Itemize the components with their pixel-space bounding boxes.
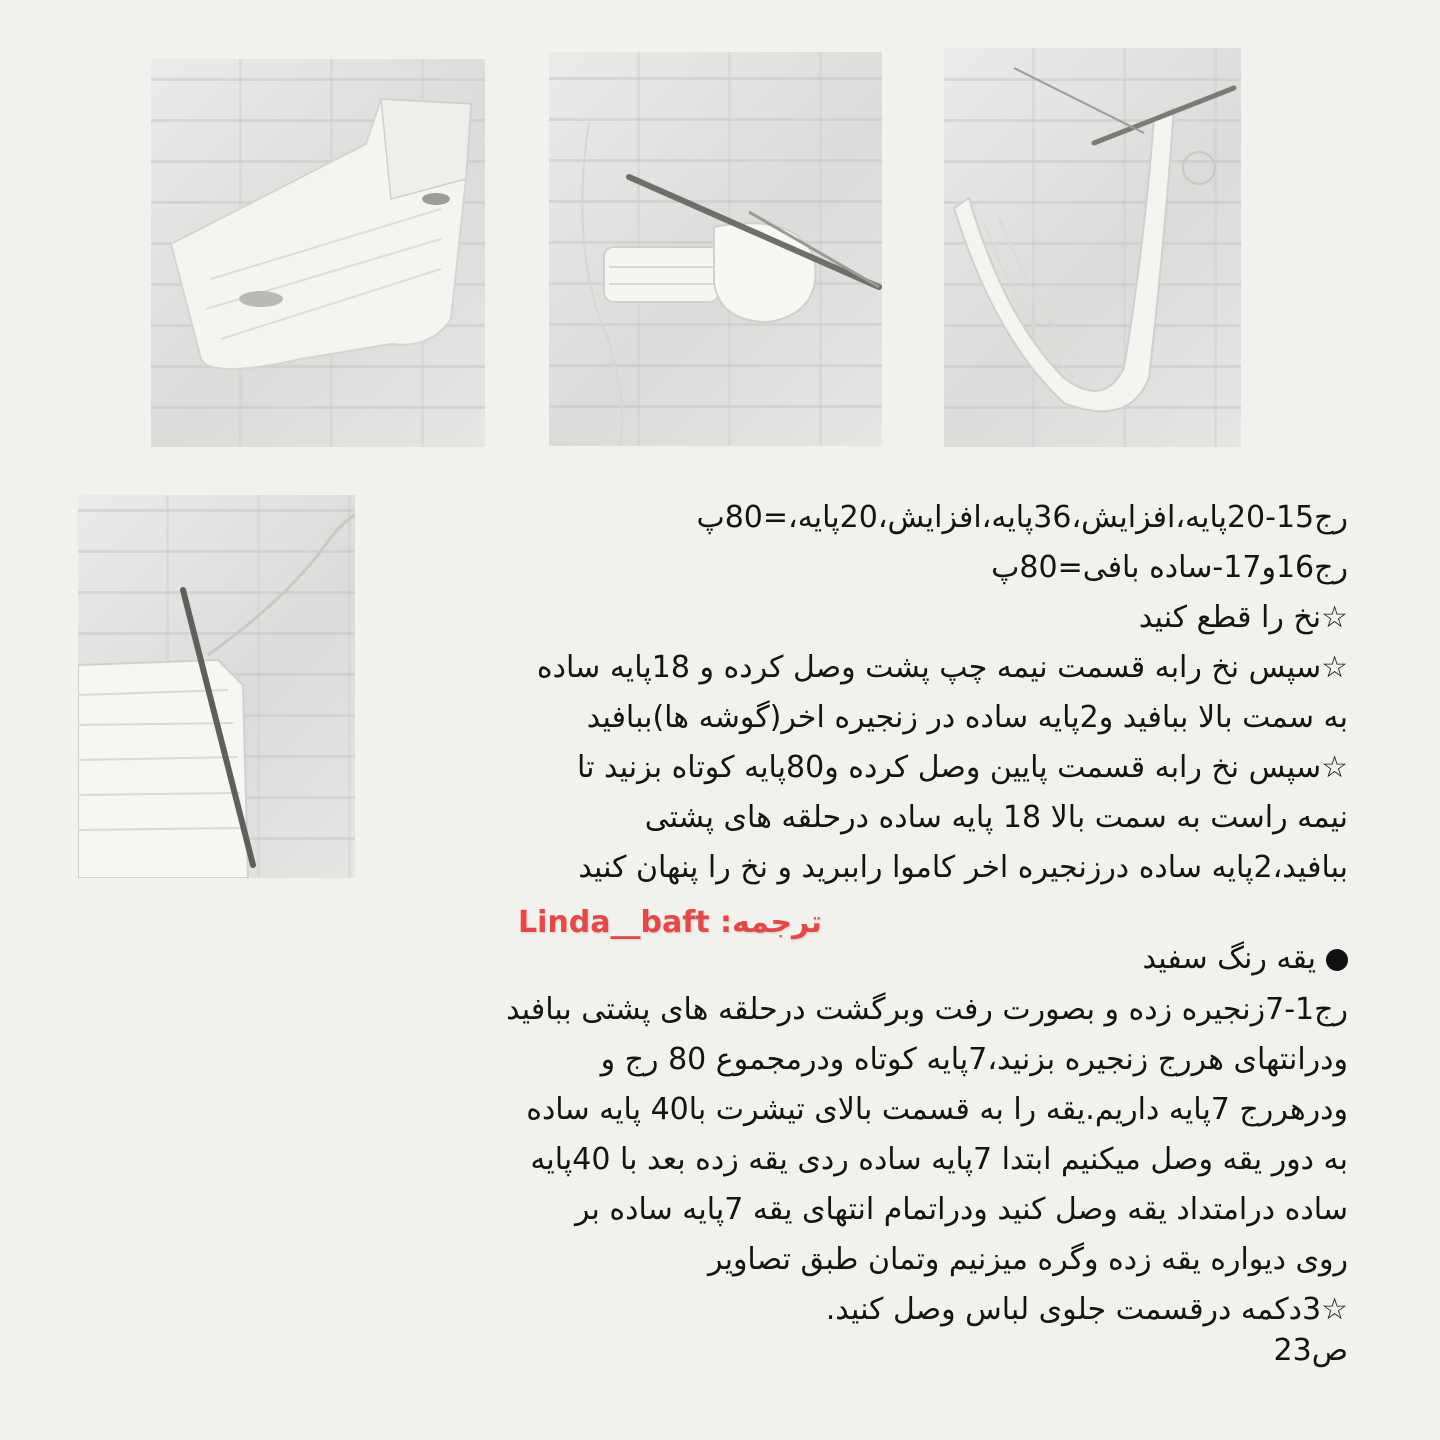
instruction-line: ☆سپس نخ رابه قسمت پایین وصل کرده و80پایه کوتاه بزنید تا xyxy=(576,750,1348,785)
photo-crochet-hook-working xyxy=(549,52,882,446)
page-number: ص23 xyxy=(1273,1333,1348,1368)
instruction-line: ☆3دکمه درقسمت جلوی لباس وصل کنید. xyxy=(825,1292,1348,1327)
photo-crochet-shirt-side-panel xyxy=(151,59,485,447)
instructions-rows-15-17 xyxy=(348,493,1348,893)
instruction-line: ودرهررج 7پایه داریم.یقه را به قسمت بالای تیشرت با40 پایه ساده xyxy=(526,1092,1348,1127)
photo-crochet-corner-detail xyxy=(78,495,355,878)
crochet-hook-illustration xyxy=(549,52,882,446)
instruction-line: ☆سپس نخ رابه قسمت نیمه چپ پشت وصل کرده و 18پایه ساده xyxy=(536,650,1348,685)
instruction-line: رج1-7زنجیره زده و بصورت رفت وبرگشت درحلقه های پشتی ببافید xyxy=(506,992,1348,1027)
instructions-collar xyxy=(248,985,1348,1335)
translator-credit: ترجمه: Linda__baft xyxy=(518,905,822,940)
section-heading-text: یقه رنگ سفید xyxy=(1142,941,1316,976)
instruction-line: رج16و17-ساده بافی=80پ xyxy=(991,550,1348,585)
section-heading-collar xyxy=(748,934,1348,984)
instruction-line: روی دیواره یقه زده وگره میزنیم وتمان طبق تصاویر xyxy=(708,1242,1348,1277)
bullet-icon xyxy=(1326,949,1348,971)
instruction-line: نیمه راست به سمت بالا 18 پایه ساده درحلقه های پشتی xyxy=(644,800,1348,835)
instruction-line: به دور یقه وصل میکنیم ابتدا 7پایه ساده ردی یقه زده بعد با 40پایه xyxy=(530,1142,1348,1177)
instruction-line: ببافید،2پایه ساده درزنجیره اخر کاموا راببرید و نخ را پنهان کنید xyxy=(578,850,1348,885)
crochet-corner-illustration xyxy=(78,495,355,878)
instruction-line: ☆نخ را قطع کنید xyxy=(1138,600,1348,635)
instruction-line: به سمت بالا ببافید و2پایه ساده در زنجیره اخر(گوشه ها)ببافید xyxy=(586,700,1348,735)
instruction-line: رج15-20پایه،افزایش،36پایه،افزایش،20پایه،=80پ xyxy=(696,500,1348,535)
crochet-panel-illustration xyxy=(151,59,485,447)
photo-crochet-long-strip xyxy=(944,48,1241,447)
instruction-line: ودرانتهای هررج زنجیره بزنید،7پایه کوتاه ودرمجموع 80 رج و xyxy=(600,1042,1348,1077)
crochet-strip-illustration xyxy=(944,48,1241,447)
instruction-line: ساده درامتداد یقه وصل کنید ودراتمام انتهای یقه 7پایه ساده بر xyxy=(574,1192,1348,1227)
